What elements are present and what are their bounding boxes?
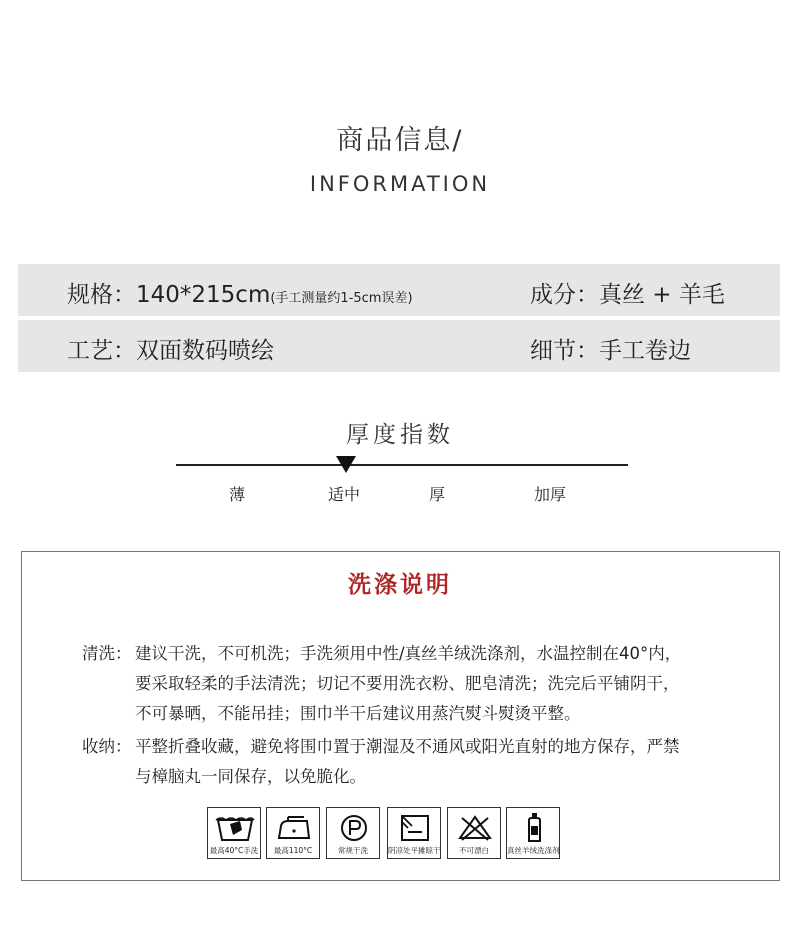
page-subtitle: INFORMATION — [309, 172, 491, 196]
wash-line-2: 要采取轻柔的手法清洗；切记不要用洗衣粉、肥皂清洗；洗完后平铺阴干， — [135, 674, 680, 693]
care-symbol-shade-flat-dry — [387, 807, 441, 859]
care-symbol-hand-wash — [207, 807, 261, 859]
spec-craft — [67, 332, 274, 365]
spec-size — [67, 276, 413, 309]
spec-size-value: 140*215cm — [136, 282, 271, 308]
wash-label: 清洗： — [82, 644, 132, 663]
care-symbol-iron — [266, 807, 320, 859]
thickness-title: 厚度指数 — [346, 422, 454, 448]
wash-line-1: 建议干洗，不可机洗；手洗须用中性/真丝羊绒洗涤剂，水温控制在40°内， — [135, 644, 682, 663]
storage-label: 收纳： — [82, 737, 132, 756]
no-bleach-icon — [448, 808, 502, 848]
spec-composition-value: 真丝 + 羊毛 — [599, 282, 725, 308]
iron-caption: 最高110°C — [273, 846, 313, 855]
care-symbol-silk-detergent — [506, 807, 560, 859]
spec-craft-label: 工艺： — [67, 338, 136, 364]
spec-craft-value: 双面数码喷绘 — [136, 338, 274, 364]
hand-wash-caption: 最高40°C手洗 — [209, 846, 259, 855]
iron-icon — [267, 808, 321, 848]
spec-detail — [530, 332, 691, 365]
thickness-level-thin: 薄 — [228, 485, 246, 504]
care-symbol-dry-clean — [326, 807, 380, 859]
spec-composition — [530, 276, 725, 309]
silk-detergent-caption: 真丝羊绒洗涤剂 — [507, 846, 560, 855]
spec-detail-value: 手工卷边 — [599, 338, 691, 364]
spec-composition-label: 成分： — [530, 282, 599, 308]
care-symbol-no-bleach — [447, 807, 501, 859]
spec-detail-label: 细节： — [530, 338, 599, 364]
dry-clean-icon — [327, 808, 381, 848]
no-bleach-caption: 不可漂白 — [459, 846, 489, 855]
storage-line-1: 平整折叠收藏，避免将围巾置于潮湿及不通风或阳光直射的地方保存，严禁 — [135, 737, 680, 756]
shade-flat-dry-icon — [388, 808, 442, 848]
care-title: 洗涤说明 — [348, 572, 452, 598]
storage-line-2: 与樟脑丸一同保存，以免脆化。 — [135, 767, 366, 786]
spec-size-note: (手工测量约1-5cm误差) — [270, 291, 413, 306]
thickness-level-thick: 厚 — [428, 485, 446, 504]
page-title: 商品信息/ — [336, 125, 464, 156]
dry-clean-caption: 常规干洗 — [338, 846, 368, 855]
thickness-scale-line — [176, 464, 628, 466]
silk-detergent-icon — [507, 808, 561, 848]
thickness-level-medium: 适中 — [327, 485, 361, 504]
spec-size-label: 规格： — [67, 282, 136, 308]
wash-line-3: 不可暴晒，不能吊挂；围巾半干后建议用蒸汽熨斗熨烫平整。 — [135, 704, 581, 723]
shade-flat-dry-caption: 阴凉处平摊晾干 — [388, 846, 441, 855]
thickness-marker-icon — [336, 456, 356, 474]
hand-wash-icon — [208, 808, 262, 848]
thickness-level-extra-thick: 加厚 — [533, 485, 567, 504]
